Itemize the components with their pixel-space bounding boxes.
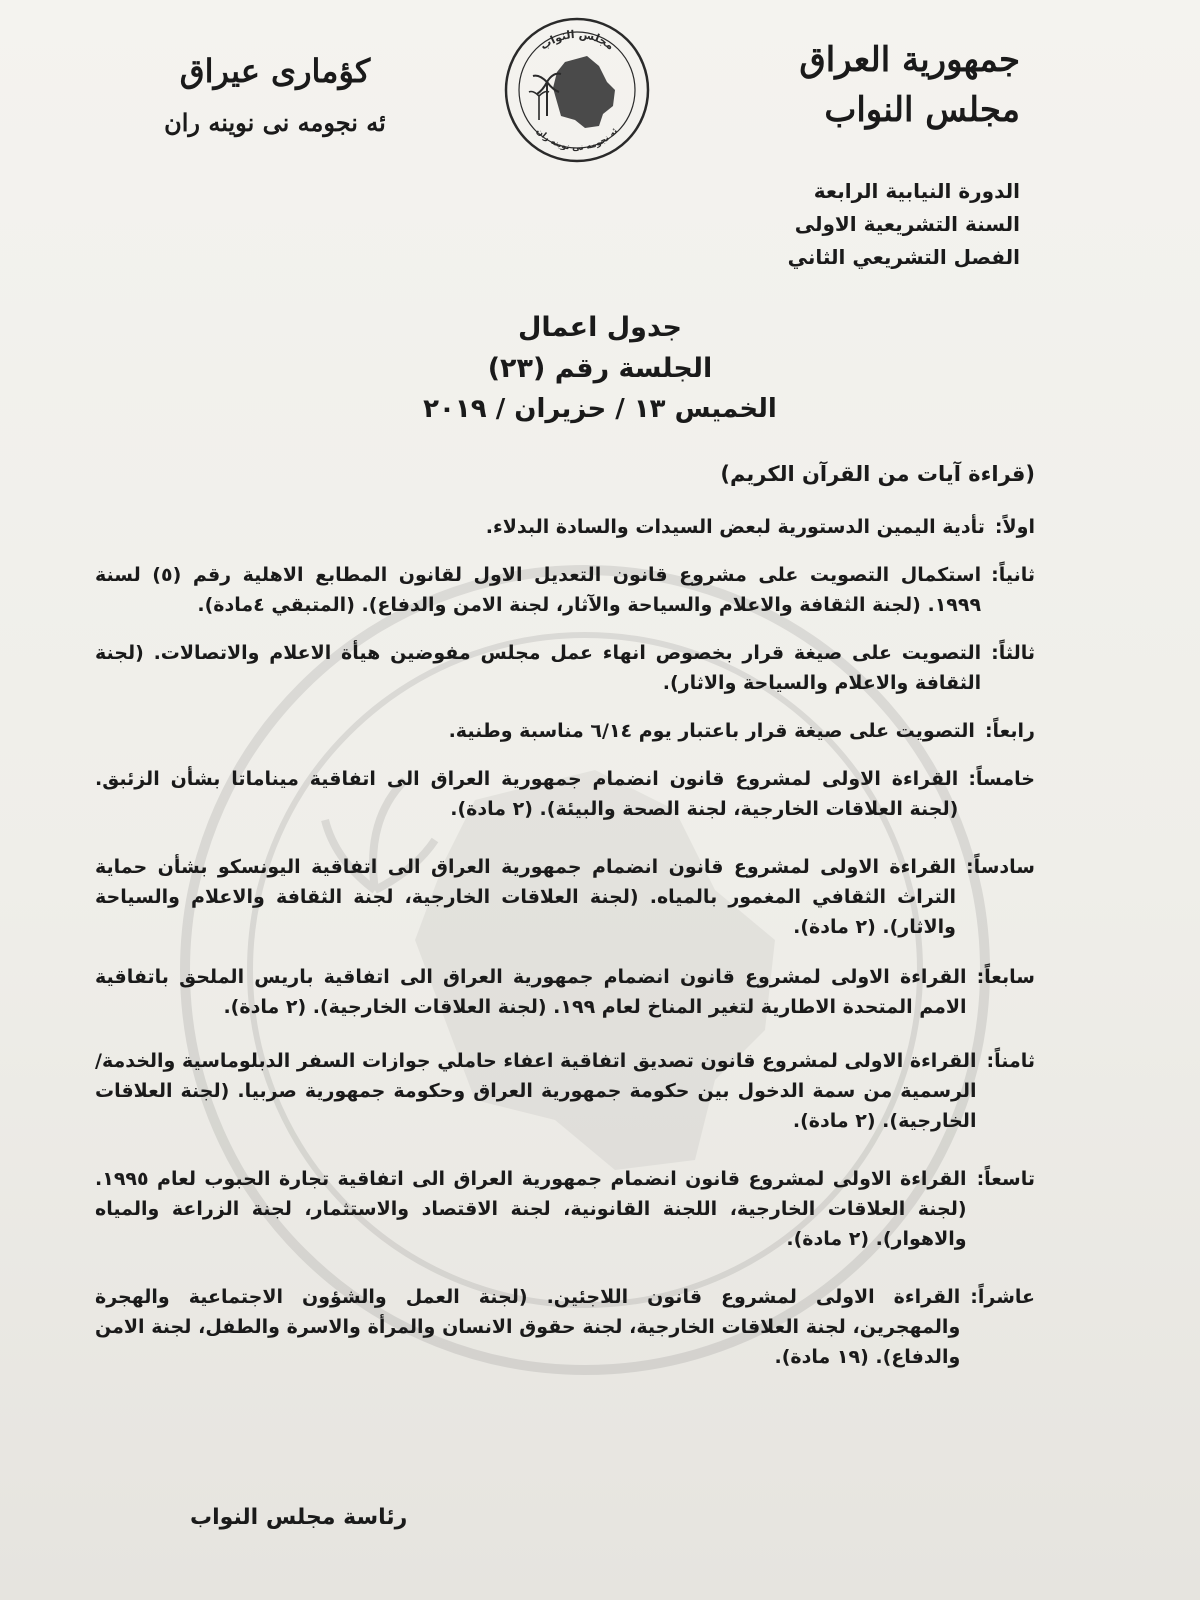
item-ordinal: ثامناً: xyxy=(986,1050,1035,1072)
emblem-top-text: مجلس النواب xyxy=(537,27,617,53)
item-ordinal: ثانياً: xyxy=(991,564,1035,586)
item-text: القراءة الاولى لمشروع قانون انضمام جمهورية العراق الى اتفاقية باريس الملحق باتفاقية الامم المتحدة الاطارية لتغير المناخ لعام ١٩٩. (لجنة العلاقات الخارجية). (٢ مادة). xyxy=(95,966,967,1018)
item-text: القراءة الاولى لمشروع قانون انضمام جمهورية العراق الى اتفاقية تجارة الحبوب لعام ١٩٩٥. (لجنة العلاقات الخارجية، اللجنة القانونية، لجنة الاقتصاد والاستثمار، لجنة الزراعة والمياه والاهوار). (٢ مادة). xyxy=(95,1168,967,1250)
quran-reading: (قراءة آيات من القرآن الكريم) xyxy=(720,462,1035,486)
item-text: القراءة الاولى لمشروع قانون انضمام جمهورية العراق الى اتفاقية ميناماتا بشأن الزئبق. (لجنة العلاقات الخارجية، لجنة الصحة والبيئة). (٢ مادة). xyxy=(95,768,959,820)
agenda-item xyxy=(95,962,1035,1022)
item-ordinal: ثالثاً: xyxy=(991,642,1035,664)
agenda-item xyxy=(95,638,1035,698)
item-ordinal: سابعاً: xyxy=(976,966,1035,988)
session-year: السنة التشريعية الاولى xyxy=(794,212,1020,236)
item-ordinal: رابعاً: xyxy=(984,720,1035,742)
item-text: القراءة الاولى لمشروع قانون انضمام جمهورية العراق الى اتفاقية اليونسكو بشأن حماية التراث الثقافي المغمور بالمياه. (لجنة العلاقات الخارجية، لجنة الثقافة والاعلام والسياحة والاثار). (٢ مادة). xyxy=(95,856,956,938)
item-text: التصويت على صيغة قرار بخصوص انهاء عمل مجلس مفوضين هيأة الاعلام والاتصالات. (لجنة الثقافة والاعلام والسياحة والاثار). xyxy=(95,642,982,694)
agenda-item xyxy=(95,512,1035,542)
parliament-emblem-icon xyxy=(503,16,651,164)
session-date: الخميس ١٣ / حزيران / ٢٠١٩ xyxy=(423,394,777,424)
header-kurdish xyxy=(130,52,420,137)
item-text: القراءة الاولى لمشروع قانون اللاجئين. (لجنة العمل والشؤون الاجتماعية والهجرة والمهجرين، لجنة العلاقات الخارجية، لجنة حقوق الانسان والمرأة والاسرة والطفل، لجنة الامن والدفاع). (١٩ مادة). xyxy=(95,1286,961,1368)
session-chapter: الفصل التشريعي الثاني xyxy=(787,245,1020,269)
item-ordinal: خامساً: xyxy=(968,768,1035,790)
country-name-kurdish: كؤمارى عيراق xyxy=(179,52,371,90)
emblem-bottom-text: ئه نجومه نى نوينه ران xyxy=(533,126,621,154)
agenda-item xyxy=(95,1282,1035,1372)
item-text: استكمال التصويت على مشروع قانون التعديل الاول لقانون المطابع الاهلية رقم (٥) لسنة ١٩٩٩. (لجنة الثقافة والاعلام والسياحة والآثار، لجنة الامن والدفاع). (المتبقي ٤مادة). xyxy=(95,564,982,616)
agenda-item xyxy=(95,1164,1035,1254)
header-arabic xyxy=(720,40,1020,130)
agenda-title xyxy=(0,312,1200,424)
agenda-item xyxy=(95,1046,1035,1136)
session-term: الدورة النيابية الرابعة xyxy=(813,179,1020,203)
agenda-item xyxy=(95,764,1035,824)
item-text: تأدية اليمين الدستورية لبعض السيدات والسادة البدلاء. xyxy=(485,516,985,538)
signature-presidency: رئاسة مجلس النواب xyxy=(190,1505,408,1530)
agenda-item xyxy=(95,560,1035,620)
item-text: التصويت على صيغة قرار باعتبار يوم ٦/١٤ مناسبة وطنية. xyxy=(448,720,975,742)
council-name: مجلس النواب xyxy=(824,90,1020,130)
item-ordinal: عاشراً: xyxy=(970,1286,1035,1308)
agenda-heading: جدول اعمال xyxy=(517,312,683,343)
council-name-kurdish: ئه نجومه نى نوينه ران xyxy=(164,108,386,137)
item-ordinal: سادساً: xyxy=(966,856,1035,878)
item-text: القراءة الاولى لمشروع قانون تصديق اتفاقية اعفاء حاملي جوازات السفر الدبلوماسية والخدمة/ الرسمية من سمة الدخول بين حكومة جمهورية العراق وحكومة جمهورية صربيا. (لجنة العلاقات الخارجية). (٢ مادة). xyxy=(95,1050,977,1132)
svg-text:مجلس النواب xyxy=(538,28,617,53)
item-ordinal: تاسعاً: xyxy=(976,1168,1035,1190)
agenda-item xyxy=(95,716,1035,746)
svg-text:ئه نجومه نى نوينه ران xyxy=(534,126,620,153)
agenda-items xyxy=(95,512,1035,1372)
item-ordinal: اولاً: xyxy=(994,516,1035,538)
session-info xyxy=(788,175,1020,274)
country-name: جمهورية العراق xyxy=(799,40,1020,80)
agenda-item xyxy=(95,852,1035,942)
session-number: الجلسة رقم (٢٣) xyxy=(487,353,713,384)
